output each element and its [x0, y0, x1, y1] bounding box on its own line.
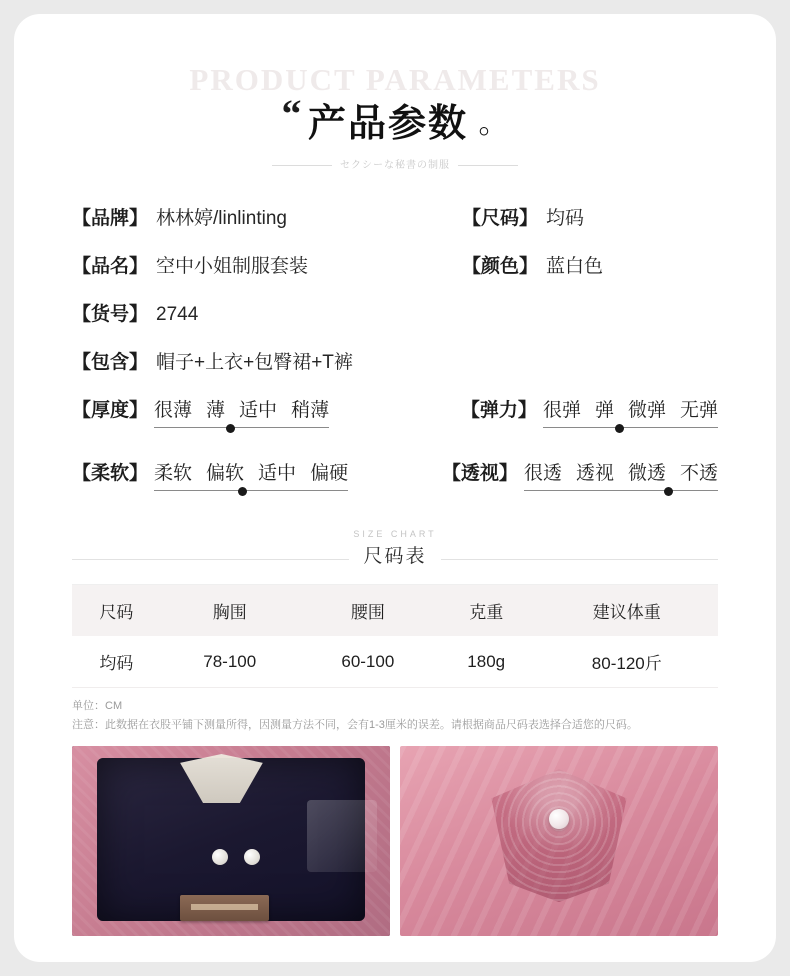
photo-brand-tag: [180, 895, 269, 922]
table-header-cell: 尺码: [72, 585, 161, 636]
param-code-label: 【货号】: [72, 304, 149, 325]
scale-thickness-wrap: [72, 395, 461, 458]
scale-transparency-marker: [664, 487, 673, 496]
scale-thickness-label: 【厚度】: [72, 400, 149, 421]
scale-option: 薄: [206, 400, 226, 421]
param-color: [462, 251, 718, 278]
scale-option: 很透: [523, 463, 562, 484]
scale-thickness: [72, 395, 461, 428]
title-group: [14, 92, 776, 147]
param-brand-label: 【品牌】: [72, 208, 149, 229]
param-size: [462, 203, 718, 230]
param-includes: [72, 347, 462, 374]
table-cell: 78-100: [161, 636, 299, 688]
scale-elasticity-label: 【弹力】: [460, 400, 537, 421]
parameters-section: [14, 189, 776, 521]
scale-option: 柔软: [154, 463, 193, 484]
scale-option: 不透: [679, 463, 718, 484]
quote-icon: “: [281, 91, 302, 136]
scale-option: 微弹: [627, 400, 666, 421]
subtitle-rule-left: [272, 165, 332, 166]
scale-option: 很薄: [154, 400, 193, 421]
product-photo-pink-lace: [400, 746, 718, 936]
size-chart-title: 尺码表: [349, 541, 440, 568]
size-chart-table-wrap: [72, 584, 718, 688]
scale-option: 偏硬: [310, 463, 349, 484]
ghost-title: PRODUCT PARAMETERS: [189, 62, 601, 97]
table-row: [72, 636, 718, 688]
header: [14, 14, 776, 189]
scale-elasticity-wrap: [461, 395, 718, 458]
size-chart-eng-title: SIZE CHART: [353, 529, 437, 539]
scale-transparency-options: [524, 458, 718, 491]
table-header-cell: 建议体重: [536, 585, 718, 636]
product-parameters-card: [14, 14, 776, 962]
param-brand-value: 林林婷/linlinting: [156, 208, 287, 229]
param-color-label: 【颜色】: [462, 256, 539, 277]
scale-option: 透视: [575, 463, 614, 484]
scale-elasticity-options: [543, 395, 718, 428]
photo-button-left: [212, 849, 228, 865]
table-cell: 180g: [437, 636, 536, 688]
scale-thickness-options: [154, 395, 329, 428]
photo-button-right: [244, 849, 260, 865]
title-dot: 。: [478, 106, 509, 140]
param-code: [72, 299, 462, 326]
parameters-column-right: [462, 203, 718, 299]
param-code-value: 2744: [156, 304, 199, 325]
scale-softness-marker: [238, 487, 247, 496]
scale-softness: [72, 458, 442, 491]
table-header-cell: 克重: [437, 585, 536, 636]
parameters-row-scales-2: [72, 458, 718, 521]
table-cell: 60-100: [299, 636, 437, 688]
param-includes-value: 帽子+上衣+包臀裙+T裤: [156, 352, 353, 373]
parameters-row-scales-1: [72, 395, 718, 458]
param-name-label: 【品名】: [72, 256, 149, 277]
param-name-value: 空中小姐制服套装: [156, 256, 309, 277]
size-chart-notes: [72, 697, 718, 734]
param-size-value: 均码: [546, 208, 585, 229]
table-header-cell: 腰围: [299, 585, 437, 636]
page-title: 产品参数: [307, 103, 468, 145]
scale-softness-wrap: [72, 458, 442, 521]
scale-transparency: [442, 458, 718, 491]
size-chart-table: [72, 585, 718, 688]
scale-elasticity: [461, 395, 718, 428]
product-photos: [72, 746, 718, 936]
scale-option: 弹: [594, 400, 614, 421]
scale-softness-options: [154, 458, 348, 491]
table-header-cell: 胸围: [161, 585, 299, 636]
scale-option: 偏软: [206, 463, 245, 484]
scale-option: 稍薄: [291, 400, 330, 421]
param-size-label: 【尺码】: [462, 208, 539, 229]
param-name: [72, 251, 462, 278]
scale-thickness-marker: [226, 424, 235, 433]
parameters-column-left: [72, 203, 462, 395]
param-includes-label: 【包含】: [72, 352, 149, 373]
measurement-note: 注意：此数据在衣股平铺下测量所得，因测量方法不同，会有1-3厘米的误差。请根据商品尺码表选择合适您的尺码。: [72, 718, 638, 731]
subtitle-japanese: [14, 156, 776, 171]
param-color-value: 蓝白色: [546, 256, 604, 277]
unit-note: 单位：CM: [72, 700, 123, 712]
scale-option: 微透: [627, 463, 666, 484]
scale-transparency-wrap: [442, 458, 718, 521]
photo-package-sheen: [307, 800, 377, 872]
scale-option: 适中: [239, 400, 278, 421]
scale-option: 很弹: [542, 400, 581, 421]
table-cell: 80-120斤: [536, 636, 718, 688]
scale-transparency-label: 【透视】: [441, 463, 518, 484]
table-cell: 均码: [72, 636, 161, 688]
scale-option: 适中: [258, 463, 297, 484]
size-chart-header: [14, 529, 776, 568]
table-header-row: [72, 585, 718, 636]
subtitle-text: セクシーな秘書の制服: [340, 160, 450, 171]
param-brand: [72, 203, 462, 230]
scale-elasticity-marker: [615, 424, 624, 433]
scale-option: 无弹: [679, 400, 718, 421]
product-photo-navy-uniform: [72, 746, 390, 936]
scale-softness-label: 【柔软】: [72, 463, 149, 484]
parameters-row-1: [72, 203, 718, 395]
subtitle-rule-right: [458, 165, 518, 166]
